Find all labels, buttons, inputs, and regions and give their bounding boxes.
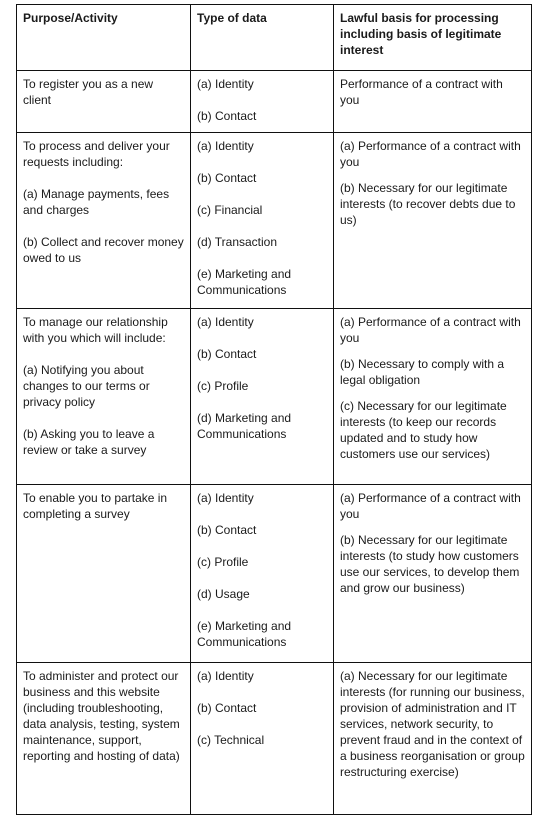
- table-row: [17, 309, 532, 485]
- header-lawful-basis: Lawful basis for processing including basis of legitimate interest: [334, 5, 532, 71]
- type-of-data-cell: [191, 663, 334, 815]
- purpose-cell: [17, 71, 191, 133]
- cell-paragraph: (c) Necessary for our legitimate interests (to keep our records updated and to study how customers use our services): [340, 399, 507, 461]
- table-row: [17, 663, 532, 815]
- cell-paragraph: (b) Necessary for our legitimate interests (to recover debts due to us): [340, 181, 516, 227]
- table-row: [17, 71, 532, 133]
- cell-paragraph: (a) Identity: [197, 315, 254, 329]
- table-body: [17, 71, 532, 815]
- cell-paragraph: (a) Performance of a contract with you: [340, 491, 521, 521]
- cell-paragraph: To administer and protect our business and this website (including troubleshooting, data analysis, testing, system maintenance, support, reporting and hosting of data): [23, 669, 180, 763]
- cell-paragraph: (e) Marketing and Communications: [197, 619, 292, 649]
- cell-paragraph: (a) Performance of a contract with you: [340, 315, 521, 345]
- type-of-data-cell: [191, 309, 334, 485]
- lawful-basis-cell: [334, 485, 532, 663]
- cell-paragraph: To manage our relationship with you which will include:: [23, 315, 168, 345]
- lawful-basis-cell: [334, 133, 532, 309]
- cell-paragraph: (b) Collect and recover money owed to us: [23, 235, 184, 265]
- type-of-data-cell: [191, 133, 334, 309]
- cell-paragraph: (c) Profile: [197, 555, 249, 569]
- cell-paragraph: (b) Contact: [197, 171, 257, 185]
- purpose-cell: [17, 133, 191, 309]
- cell-paragraph: (a) Necessary for our legitimate interests (for running our business, provision of administration and IT services, network security, to prevent fraud and in the context of a business reorganisation or group restructuring exercise): [340, 669, 525, 779]
- cell-paragraph: (c) Technical: [197, 733, 265, 747]
- cell-paragraph: To enable you to partake in completing a survey: [23, 491, 168, 521]
- type-of-data-cell: [191, 485, 334, 663]
- cell-paragraph: (a) Identity: [197, 139, 254, 153]
- table-row: [17, 485, 532, 663]
- cell-paragraph: (a) Identity: [197, 491, 254, 505]
- cell-paragraph: (c) Profile: [197, 379, 249, 393]
- lawful-basis-cell: [334, 309, 532, 485]
- cell-paragraph: (a) Identity: [197, 669, 254, 683]
- cell-paragraph: (e) Marketing and Communications: [197, 267, 292, 297]
- purpose-cell: [17, 309, 191, 485]
- cell-paragraph: (a) Notifying you about changes to our terms or privacy policy: [23, 363, 150, 409]
- cell-paragraph: (d) Transaction: [197, 235, 278, 249]
- cell-paragraph: Performance of a contract with you: [340, 77, 503, 107]
- header-row: [17, 5, 532, 71]
- cell-paragraph: (c) Financial: [197, 203, 263, 217]
- cell-paragraph: (d) Usage: [197, 587, 250, 601]
- lawful-basis-cell: [334, 663, 532, 815]
- type-of-data-cell: [191, 71, 334, 133]
- cell-paragraph: (a) Performance of a contract with you: [340, 139, 521, 169]
- cell-paragraph: (b) Asking you to leave a review or take a survey: [23, 427, 155, 457]
- lawful-basis-cell: [334, 71, 532, 133]
- cell-paragraph: (b) Contact: [197, 523, 257, 537]
- cell-paragraph: (b) Contact: [197, 701, 257, 715]
- cell-paragraph: (d) Marketing and Communications: [197, 411, 292, 441]
- header-type-of-data: Type of data: [191, 5, 334, 71]
- purpose-cell: [17, 663, 191, 815]
- cell-paragraph: (a) Identity: [197, 77, 254, 91]
- table-row: [17, 133, 532, 309]
- purpose-cell: [17, 485, 191, 663]
- cell-paragraph: (b) Contact: [197, 109, 257, 123]
- lawful-basis-table: [16, 4, 532, 815]
- cell-paragraph: (a) Manage payments, fees and charges: [23, 187, 170, 217]
- cell-paragraph: (b) Necessary to comply with a legal obligation: [340, 357, 505, 387]
- cell-paragraph: (b) Contact: [197, 347, 257, 361]
- header-purpose: Purpose/Activity: [17, 5, 191, 71]
- cell-paragraph: To process and deliver your requests including:: [23, 139, 170, 169]
- cell-paragraph: (b) Necessary for our legitimate interests (to study how customers use our services, to develop them and grow our business): [340, 533, 520, 595]
- cell-paragraph: To register you as a new client: [23, 77, 154, 107]
